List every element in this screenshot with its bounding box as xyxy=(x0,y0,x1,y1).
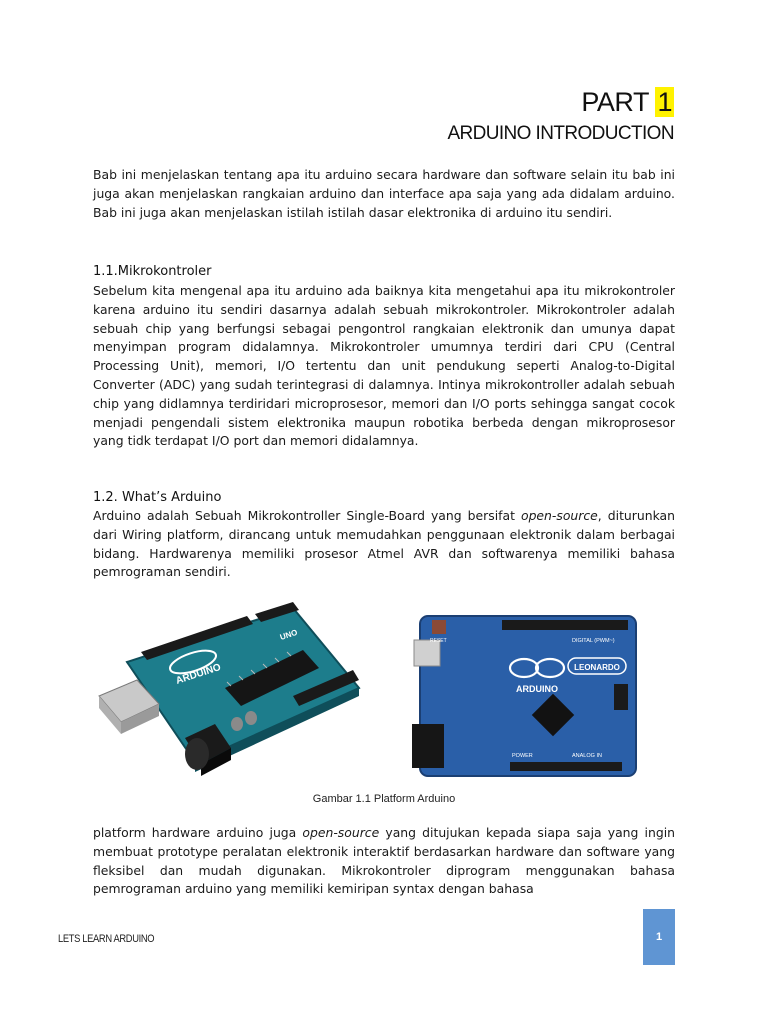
leonardo-reset-button[interactable] xyxy=(432,620,446,634)
leonardo-model-label: LEONARDO xyxy=(574,663,620,672)
leonardo-analog-label: ANALOG IN xyxy=(572,753,602,759)
section-paragraph-mikrokontroler: Sebelum kita mengenal apa itu arduino ada baiknya kita mengetahui apa itu mikrokontroler karena arduino itu sendiri dasarnya adalah sebuah mikrokontroler. Mikrokontroler adalah sebuah chip yang berfungsi sebagai pengontrol rangkaian elektronik dan umunya dapat menyimpan program didalamnya. Mikrokontroler umumnya terdiri dari CPU (Central Processing Unit), memori, I/O tertentu dan unit pendukung seperti Analog-to-Digital Converter (ADC) yang sudah terintegrasi di dalamnya. Intinya mikrokontroller adalah sebuah chip yang didlamnya terdiridari microprosesor, memori dan I/O ports sehingga sangat cocok menjadi pengendali sistem elektronika maupun robotika berbeda dengan mikroprosesor yang tidk terdapat I/O port dan memori didalamnya. xyxy=(93,283,675,449)
italic-term: open-source xyxy=(520,508,598,523)
leonardo-reset-label: RESET xyxy=(430,638,447,644)
italic-term: open-source xyxy=(302,825,380,840)
arduino-leonardo-image xyxy=(412,612,638,778)
closing-paragraph xyxy=(93,824,675,899)
part-number: 1 xyxy=(657,87,672,117)
intro-paragraph: Bab ini menjelaskan tentang apa itu arduino secara hardware dan software selain itu bab ini juga akan menjelaskan rangkaian arduino dan interface apa saja yang ada didalam arduino. Bab ini juga akan menjelaskan istilah istilah dasar elektronika di arduino itu sendiri. xyxy=(93,167,675,220)
figure-caption: Gambar 1.1 Platform Arduino xyxy=(312,793,456,805)
section-heading-mikrokontroler: 1.1.Mikrokontroler xyxy=(93,264,212,279)
leonardo-icsp-header xyxy=(614,684,628,710)
text-run: , diturunkan dari Wiring platform, dirancang untuk memudahkan penggunaan elektronik dalam berbagai bidang. Hardwarenya memiliki prosesor Atmel AVR dan softwarenya memiliki bahasa pemrograman sendiri. xyxy=(93,508,675,580)
text-run: platform hardware arduino juga xyxy=(93,825,303,840)
part-label: PART xyxy=(581,87,649,117)
section-paragraph-whats-arduino xyxy=(93,507,675,582)
page-number: 1 xyxy=(655,931,663,943)
page-number-badge xyxy=(643,909,675,965)
text-run: yang ditujukan kepada siapa saja yang ingin membuat prototype peralatan elektronik interaktif berdasarkan hardware dan software yang fleksibel dan mudah digunakan. Mikrokontroler diprogram menggunakan bahasa pemrograman arduino yang memiliki kemiripan syntax dengan bahasa xyxy=(93,825,675,897)
text-run: Arduino adalah Sebuah Mikrokontroller Single-Board yang bersifat xyxy=(93,508,521,523)
leonardo-digital-label: DIGITAL (PWM~) xyxy=(572,638,615,644)
uno-model-label: UNO xyxy=(278,627,299,642)
part-heading xyxy=(581,86,674,118)
footer-title: LETS LEARN ARDUINO xyxy=(58,933,155,945)
arduino-uno-image xyxy=(97,600,365,790)
chapter-title: ARDUINO INTRODUCTION xyxy=(447,123,674,144)
leonardo-power-jack xyxy=(412,724,444,768)
uno-brand-label: ARDUINO xyxy=(174,661,223,687)
section-heading-whats-arduino: 1.2. What’s Arduino xyxy=(93,490,222,505)
leonardo-brand-label: ARDUINO xyxy=(516,684,558,694)
leonardo-digital-header xyxy=(502,620,628,630)
leonardo-analog-header xyxy=(510,762,622,771)
leonardo-power-label: POWER xyxy=(512,753,533,759)
